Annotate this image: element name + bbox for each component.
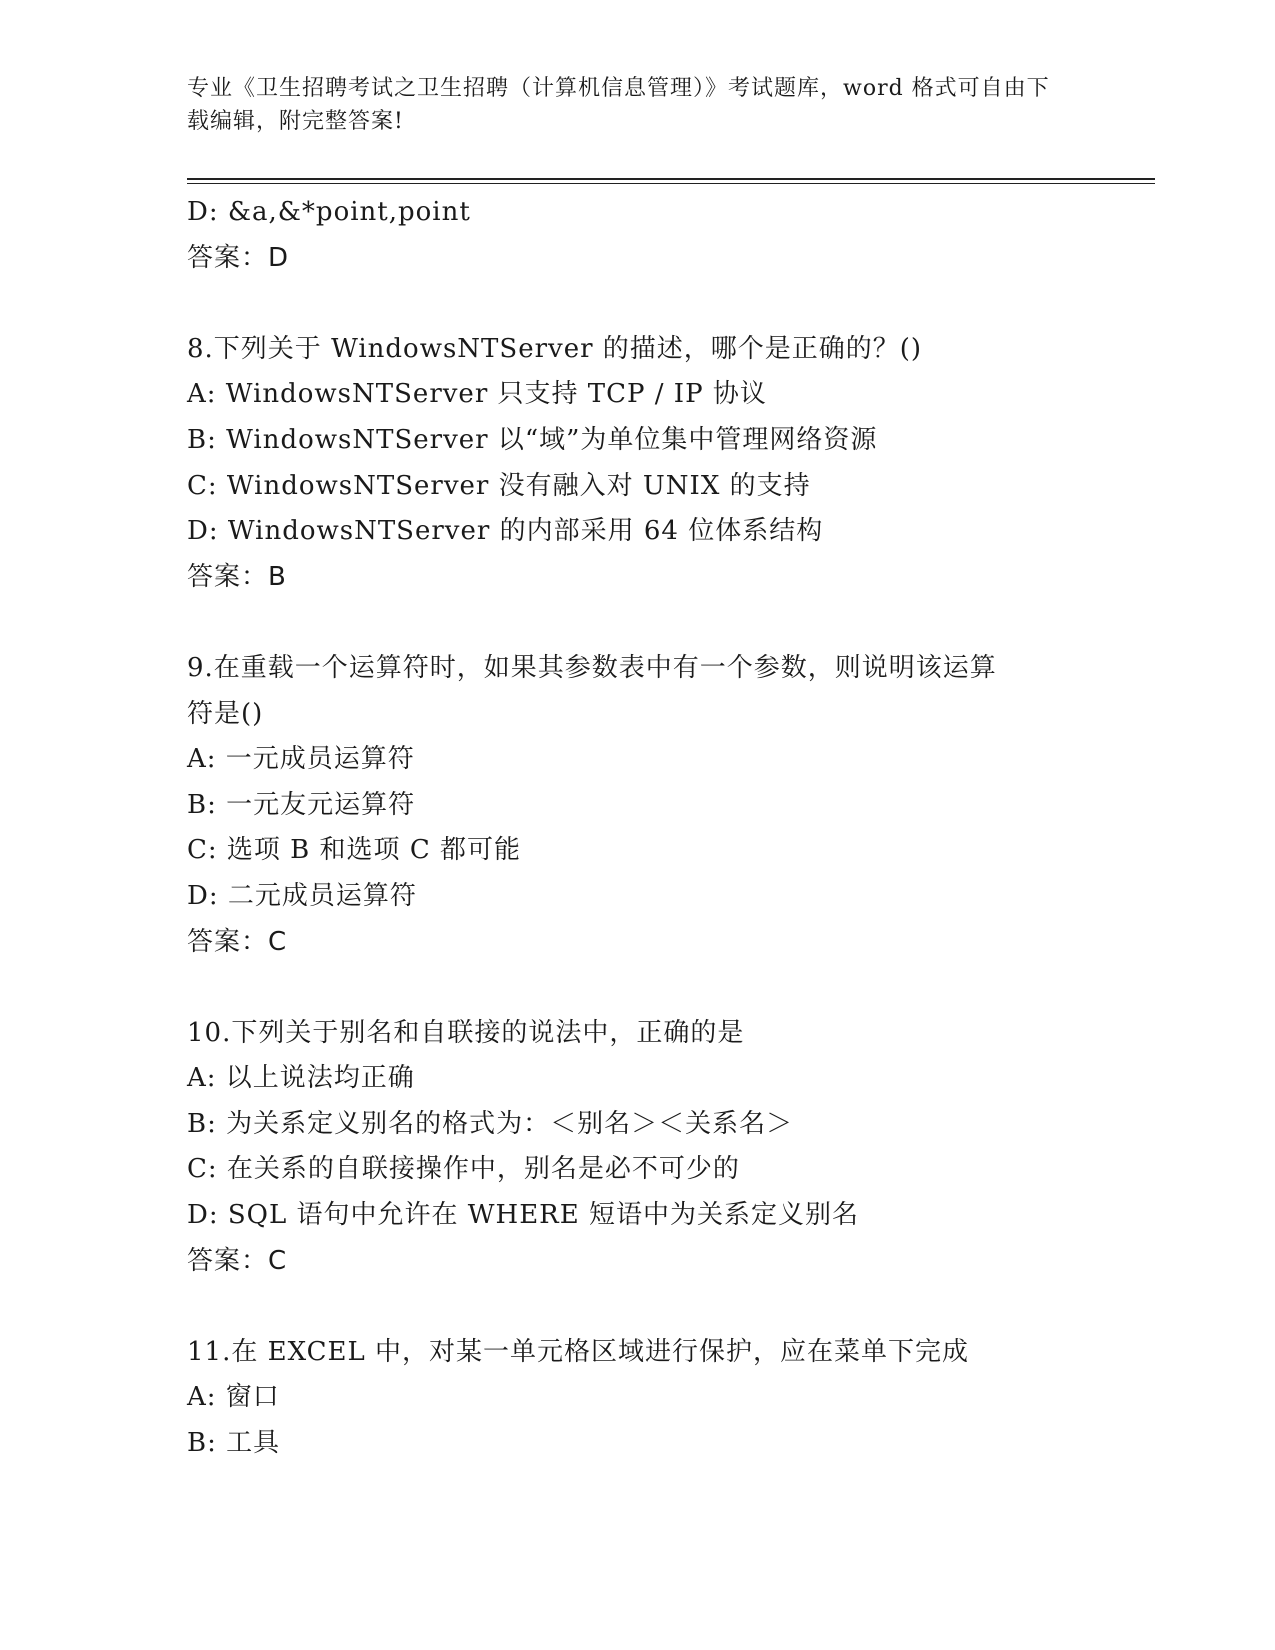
spacer [187, 281, 1087, 327]
option-d: D: &a,&*point,point [187, 197, 471, 227]
question-stem-continued: 符是() [187, 698, 264, 729]
question-10 [187, 1011, 1087, 1285]
option-b: B: 工具 [187, 1428, 281, 1459]
question-stem: 11.在 EXCEL 中，对某一单元格区域进行保护，应在菜单下完成 [187, 1336, 970, 1367]
option-a: A: 以上说法均正确 [187, 1063, 415, 1094]
header-text: 专业《卫生招聘考试之卫生招聘（计算机信息管理）》考试题库，word 格式可自由下载编辑，附完整答案! [187, 76, 1050, 134]
option-a: A: 窗口 [187, 1382, 280, 1413]
option-b: B: 为关系定义别名的格式为：＜别名＞＜关系名＞ [187, 1108, 794, 1139]
question-8 [187, 327, 1087, 601]
option-c: C: 在关系的自联接操作中，别名是必不可少的 [187, 1154, 740, 1185]
header-rule-thin [187, 183, 1155, 184]
answer: 答案：C [187, 926, 288, 957]
option-a: A: WindowsNTServer 只支持 TCP / IP 协议 [187, 379, 767, 410]
document-body [187, 190, 1087, 1467]
question-11 [187, 1330, 1087, 1467]
header-rule-thick [187, 178, 1155, 180]
question-stem: 9.在重载一个运算符时，如果其参数表中有一个参数，则说明该运算 [187, 652, 997, 683]
option-b: B: 一元友元运算符 [187, 789, 416, 820]
question-stem: 10.下列关于别名和自联接的说法中，正确的是 [187, 1017, 745, 1048]
spacer [187, 600, 1087, 646]
spacer [187, 1284, 1087, 1330]
answer: 答案：C [187, 1245, 288, 1276]
question-stem: 8.下列关于 WindowsNTServer 的描述，哪个是正确的？() [187, 333, 923, 364]
document-header [187, 72, 1067, 138]
answer: 答案：B [187, 561, 287, 592]
question-9 [187, 646, 1087, 965]
option-c: C: WindowsNTServer 没有融入对 UNIX 的支持 [187, 470, 811, 501]
spacer [187, 965, 1087, 1011]
option-d: D: WindowsNTServer 的内部采用 64 位体系结构 [187, 516, 824, 547]
answer: 答案：D [187, 242, 290, 273]
option-a: A: 一元成员运算符 [187, 744, 415, 775]
option-c: C: 选项 B 和选项 C 都可能 [187, 835, 521, 866]
option-d: D: 二元成员运算符 [187, 880, 417, 911]
option-b: B: WindowsNTServer 以“域”为单位集中管理网络资源 [187, 424, 878, 455]
option-d: D: SQL 语句中允许在 WHERE 短语中为关系定义别名 [187, 1200, 859, 1231]
